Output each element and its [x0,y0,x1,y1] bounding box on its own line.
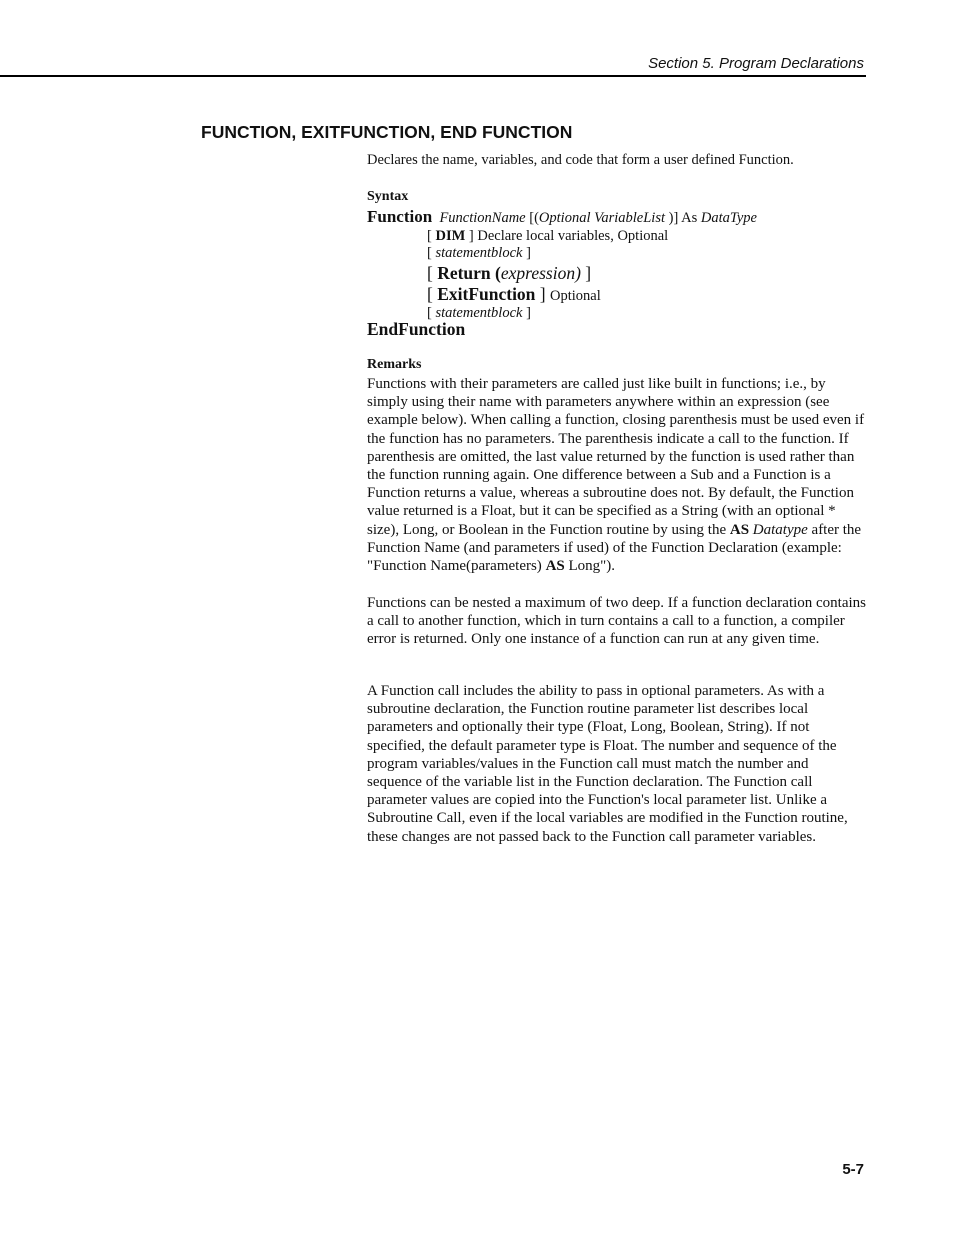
bracket-open: [ [427,245,432,261]
bracket-close: ] [585,263,592,283]
p1-text-c: Long"). [568,558,616,575]
syntax-line-return [427,263,591,284]
p1-text-a: Functions with their parameters are called just like built in functions; i.e., by simply using their name with parameters anywhere within an expression (see example below). When calling a function, closing parenthesis must be used even if the function has no parameters. The parenthesis indicate a call to the function. If parenthesis are omitted, the last value returned by the function is used rather than the function running again. One difference between a Sub and a Function is a Function returns a value, whereas a subroutine does not. By default, the Function value returned is a Float, but it can be specified as a String (with an optional * size), Long, or Boolean in the Function routine by using the [367,376,865,538]
datatype-placeholder: DataType [700,210,757,226]
dim-description: ] Declare local variables, Optional [468,228,669,244]
optional-variable-list: Optional VariableList [538,210,666,226]
remarks-paragraph-1 [367,375,867,575]
bracket-open: [( [529,210,539,226]
as-keyword: AS [545,558,565,575]
page-number: 5-7 [842,1161,864,1178]
bracket-close-as: )] As [668,210,698,226]
bracket-close: ] [526,305,531,321]
remarks-paragraph-3: A Function call includes the ability to pass in optional parameters. As with a subroutine declaration, the Function routine parameter list describes local parameters and optionally their type (Float, Long, Boolean, String). If not specified, the default parameter type is Float. The number and sequence of the program variables/values in the Function call must match the number and sequence of the variable list in the Function declaration. The Function call parameter values are copied into the Function's local parameter list. Unlike a Subroutine Call, even if the local variables are modified in the Function routine, these changes are not passed back to the Function call parameter variables. [367,683,848,845]
bracket-open: [ [427,263,433,283]
syntax-line-function [367,207,757,227]
endfunction-keyword: EndFunction [367,319,466,339]
p1-text-b: after the Function Name (and parameters if used) of the Function Declaration (example: "Function Name(parameters) [367,521,862,575]
syntax-line-exitfunction [427,284,601,305]
running-header: Section 5. Program Declarations [648,55,864,72]
exitfunction-keyword: ExitFunction [437,284,536,304]
remarks-paragraph-2: Functions can be nested a maximum of two deep. If a function declaration contains a call to another function, which in turn contains a call to a function, a compiler error is returned. Only one instance of a function can run at any given time. [367,595,867,648]
statementblock-placeholder: statementblock [435,245,523,261]
as-keyword: AS [729,521,750,538]
header-rule [0,75,866,77]
syntax-heading: Syntax [367,189,409,204]
section-title: FUNCTION, EXITFUNCTION, END FUNCTION [201,122,573,142]
datatype-term: Datatype [752,521,808,538]
bracket-open: [ [427,228,432,244]
dim-keyword: DIM [435,228,466,244]
bracket-close: ] [526,245,531,261]
intro-paragraph: Declares the name, variables, and code that form a user defined Function. [367,152,794,168]
function-keyword: Function [367,207,433,226]
syntax-line-dim [427,228,668,245]
function-name-placeholder: FunctionName [439,210,526,226]
expression-placeholder: expression) [500,263,581,283]
bracket-open: [ [427,284,433,304]
optional-label: Optional [550,288,601,304]
return-keyword: Return ( [437,263,501,283]
bracket-close: ] [539,284,546,304]
statementblock-placeholder: statementblock [435,305,523,321]
syntax-line-statementblock [427,245,531,262]
remarks-heading: Remarks [367,357,422,372]
bracket-open: [ [427,305,432,321]
